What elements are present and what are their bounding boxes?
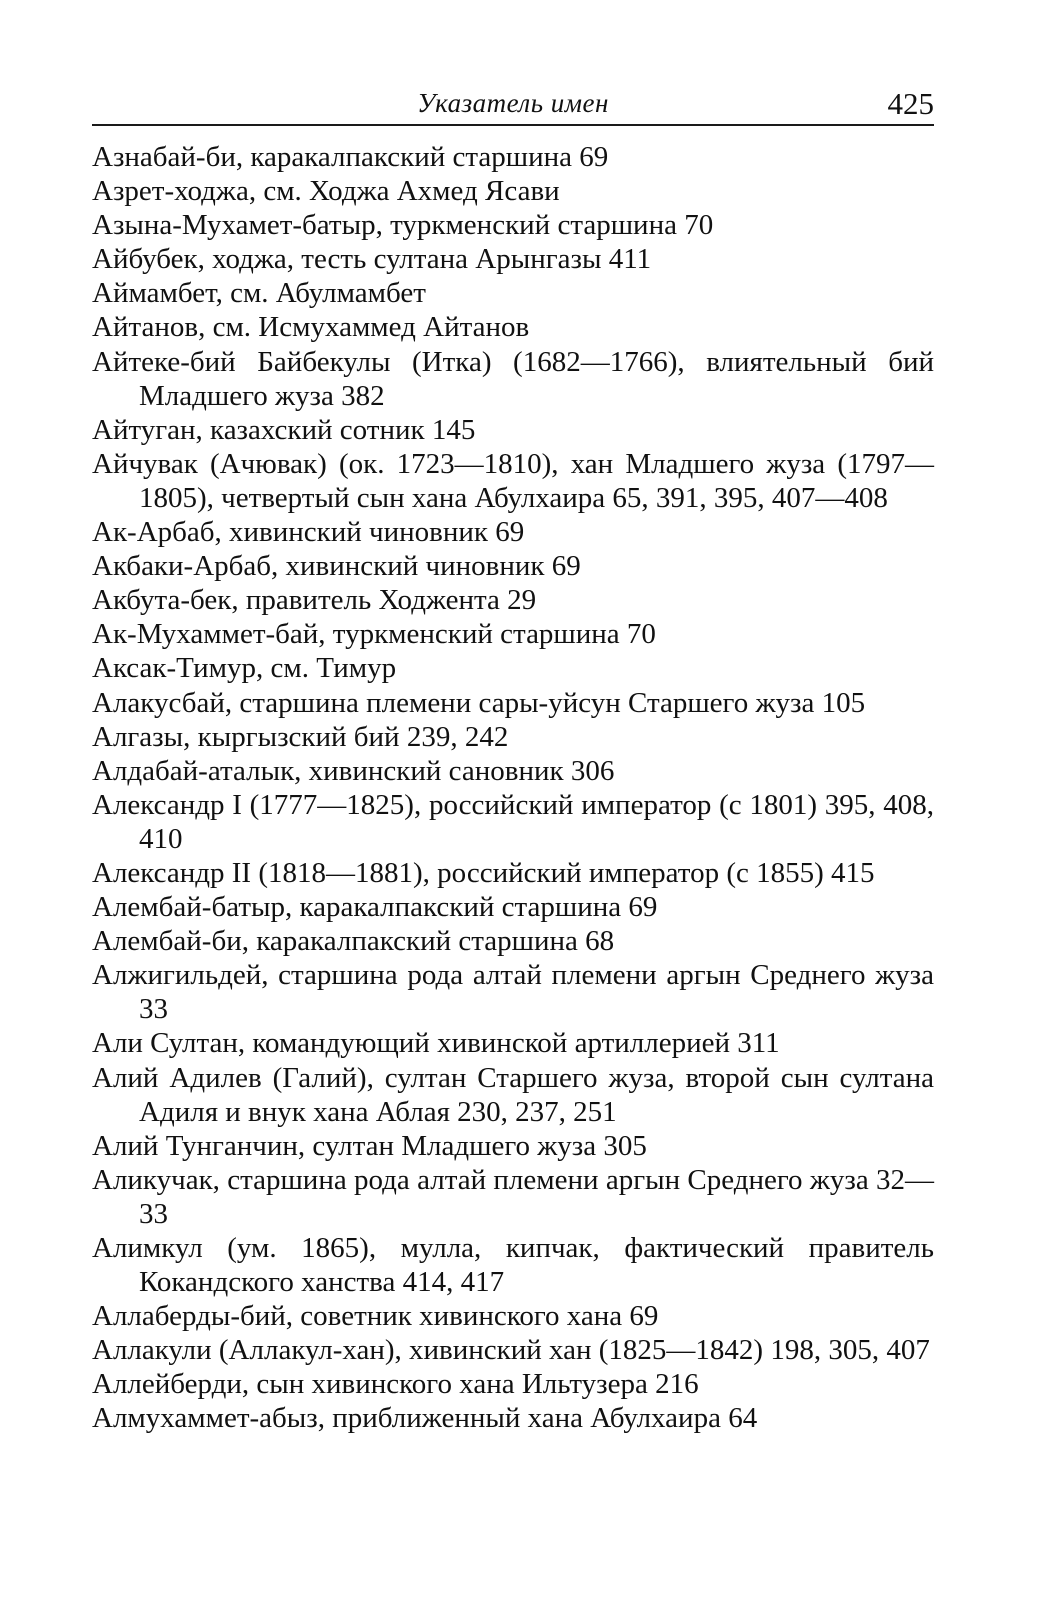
index-entry: Аллаберды-бий, советник хивинского хана 69 bbox=[92, 1300, 659, 1333]
index-entry: Айчувак (Ачювак) (ок. 1723—1810), хан Младшего жуза (1797—1805), четвертый сын хана Абулхаира 65, 391, 395, 407—408 bbox=[92, 447, 934, 514]
running-title: Указатель имен bbox=[417, 88, 609, 118]
index-entry: Айтанов, см. Исмухаммед Айтанов bbox=[92, 311, 530, 344]
index-entry: Акбаки-Арбаб, хивинский чиновник 69 bbox=[92, 550, 581, 583]
index-entry: Алембай-батыр, каракалпакский старшина 69 bbox=[92, 891, 658, 924]
index-entry: Али Султан, командующий хивинской артиллерией 311 bbox=[92, 1027, 780, 1060]
index-entry: Алмухаммет-абыз, приближенный хана Абулхаира 64 bbox=[92, 1402, 758, 1435]
index-entry: Алембай-би, каракалпакский старшина 68 bbox=[92, 925, 615, 958]
index-entry: Аликучак, старшина рода алтай племени аргын Среднего жуза 32—33 bbox=[92, 1163, 934, 1230]
index-entry: Айбубек, ходжа, тесть султана Арынгазы 411 bbox=[92, 243, 652, 276]
index-entry: Алимкул (ум. 1865), мулла, кипчак, фактический правитель Кокандского ханства 414, 417 bbox=[92, 1232, 934, 1299]
index-entry: Алгазы, кыргызский бий 239, 242 bbox=[92, 720, 509, 753]
index-entry: Алдабай-аталык, хивинский сановник 306 bbox=[92, 754, 615, 787]
index-entry: Азнабай-би, каракалпакский старшина 69 bbox=[92, 141, 609, 173]
index-entry: Александр I (1777—1825), российский император (с 1801) 395, 408, 410 bbox=[92, 788, 934, 855]
index-entry: Алакусбай, старшина племени сары-уйсун Старшего жуза 105 bbox=[92, 686, 866, 719]
index-entry: Айтеке-бий Байбекулы (Итка) (1682—1766), влиятельный бий Младшего жуза 382 bbox=[92, 345, 934, 412]
running-header bbox=[92, 84, 934, 126]
index-entry: Аймамбет, см. Абулмамбет bbox=[92, 277, 426, 310]
index-entry: Аксак-Тимур, см. Тимур bbox=[92, 652, 397, 685]
name-index-list bbox=[92, 140, 934, 1436]
index-entry: Алжигильдей, старшина рода алтай племени аргын Среднего жуза 33 bbox=[92, 959, 934, 1026]
index-entry: Алий Адилев (Галий), султан Старшего жуза, второй сын султана Адиля и внук хана Аблая 230, 237, 251 bbox=[92, 1061, 934, 1128]
index-entry: Айтуган, казахский сотник 145 bbox=[92, 413, 476, 446]
index-entry: Ак-Арбаб, хивинский чиновник 69 bbox=[92, 516, 525, 549]
index-entry: Аллейберди, сын хивинского хана Ильтузера 216 bbox=[92, 1368, 699, 1401]
index-entry: Азына-Мухамет-батыр, туркменский старшина 70 bbox=[92, 209, 714, 242]
index-entry: Азрет-ходжа, см. Ходжа Ахмед Ясави bbox=[92, 175, 560, 208]
page-number: 425 bbox=[887, 86, 934, 121]
index-entry: Александр II (1818—1881), российский император (с 1855) 415 bbox=[92, 856, 875, 889]
index-entry: Аллакули (Аллакул-хан), хивинский хан (1825—1842) 198, 305, 407 bbox=[92, 1334, 930, 1367]
index-entry: Ак-Мухаммет-бай, туркменский старшина 70 bbox=[92, 618, 656, 651]
index-entry: Алий Тунганчин, султан Младшего жуза 305 bbox=[92, 1129, 647, 1162]
index-entry: Акбута-бек, правитель Ходжента 29 bbox=[92, 584, 537, 617]
